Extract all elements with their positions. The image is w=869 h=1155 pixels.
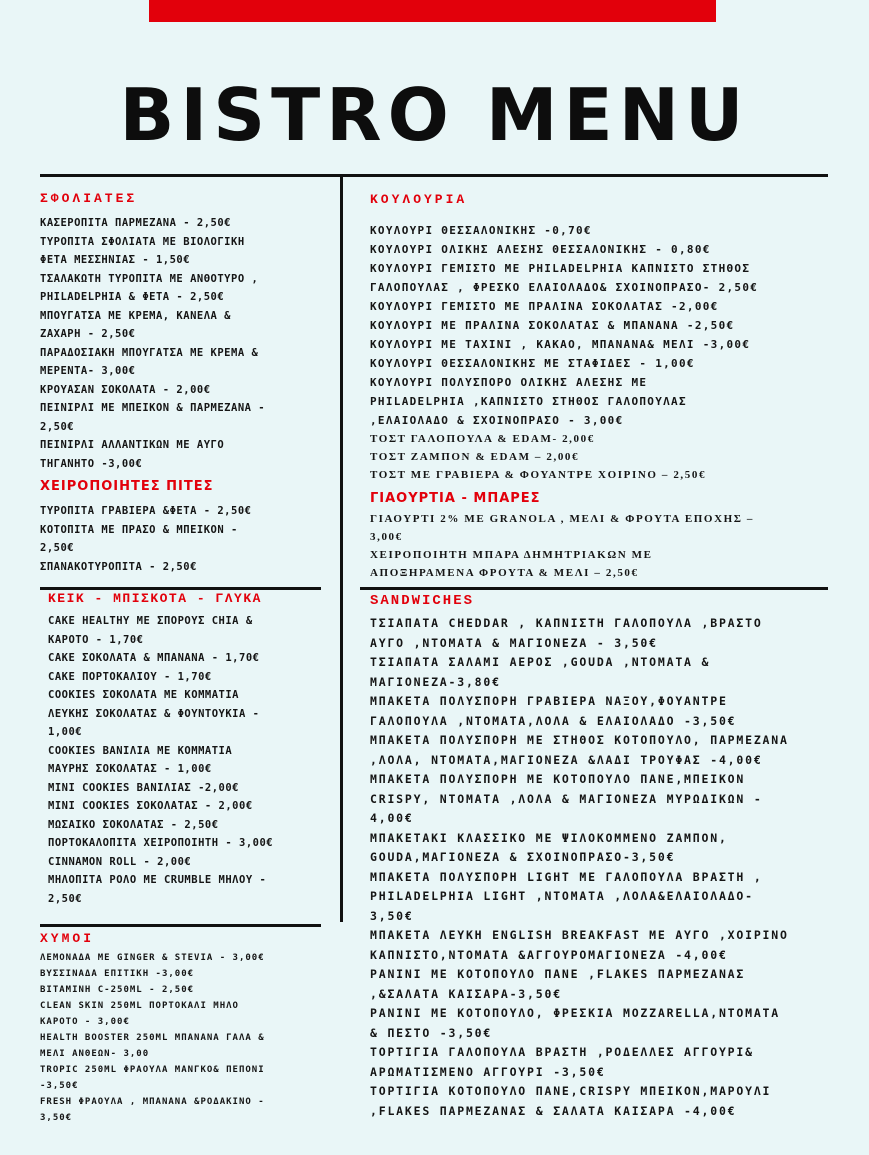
menu-item: ΠΕΙΝΙΡΛΙ ΜΕ ΜΠΕΙΚΟΝ & ΠΑΡΜΕΖΑΝΑ - 2,50€	[40, 402, 266, 433]
menu-item: ΤΣΑΛΑΚΩΤΗ ΤΥΡΟΠΙΤΑ ΜΕ ΑΝΘΟΤΥΡΟ , PHILADELPHIA & ΦΕΤΑ - 2,50€	[40, 272, 259, 303]
menu-item: ΜΠΑΚΕΤΑ ΠΟΛΥΣΠΟΡΗ ΜΕ ΣΤΗΘΟΣ ΚΟΤΟΠΟΥΛΟ, ΠΑΡΜΕΖΑΝΑ ,ΛΟΛΑ, ΝΤΟΜΑΤΑ,ΜΑΓΙΟΝΕΖΑ &ΛΑΔΙ ΤΡΟΥΦΑΣ -4,00€	[370, 733, 789, 767]
menu-item: ΤΣΙΑΠΑΤΑ CHEDDAR , ΚΑΠΝΙΣΤΗ ΓΑΛΟΠΟΥΛΑ ,ΒΡΑΣΤΟ ΑΥΓΟ ,ΝΤΟΜΑΤΑ & ΜΑΓΙΟΝΕΖΑ - 3,50€	[370, 616, 763, 650]
top-red-bar	[149, 0, 716, 22]
menu-item: ΠΕΙΝΙΡΛΙ ΑΛΛΑΝΤΙΚΩΝ ΜΕ ΑΥΓΟ ΤΗΓΑΝΗΤΟ -3,00€	[40, 439, 225, 470]
menu-item: ΚΟΥΛΟΥΡΙ ΓΕΜΙΣΤΟ ΜΕ ΠΡΑΛΙΝΑ ΣΟΚΟΛΑΤΑΣ -2,00€	[370, 300, 719, 313]
heading-giaourtia: ΓΙΑΟΥΡΤΙΑ - ΜΠΑΡΕΣ	[370, 491, 541, 506]
section-sandwiches	[370, 593, 840, 1121]
menu-item: FRESH ΦΡΑΟΥΛΑ , ΜΠΑΝΑΝΑ &ΡΟΔΑΚΙΝΟ - 3,50€	[40, 1097, 265, 1123]
menu-item: PANINI ΜΕ ΚΟΤΟΠΟΥΛΟ, ΦΡΕΣΚΙΑ MOZZARELLA,ΝΤΟΜΑΤΑ & ΠΕΣΤΟ -3,50€	[370, 1006, 781, 1040]
menu-item: ΣΠΑΝΑΚΟΤΥΡΟΠΙΤΑ - 2,50€	[40, 560, 197, 573]
section-koulouria	[370, 192, 840, 484]
divider-center	[340, 174, 343, 922]
menu-item: ΜΠΑΚΕΤΑ ΠΟΛΥΣΠΟΡΗ ΓΡΑΒΙΕΡΑ ΝΑΞΟΥ,ΦΟΥΑΝΤΡΕ ΓΑΛΟΠΟΥΛΑ ,ΝΤΟΜΑΤΑ,ΛΟΛΑ & ΕΛΑΙΟΛΑΔΟ -3,50€	[370, 694, 737, 728]
menu-item: CAKE ΠΟΡΤΟΚΑΛΙΟΥ - 1,70€	[48, 670, 212, 683]
section-keik	[48, 591, 333, 908]
menu-item: CAKE ΣΟΚΟΛΑΤΑ & ΜΠΑΝΑΝΑ - 1,70€	[48, 652, 260, 664]
menu-item: CLEAN SKIN 250ML ΠΟΡΤΟΚΑΛΙ ΜΗΛΟ ΚΑΡΟΤΟ - 3,00€	[40, 1001, 239, 1027]
menu-item: ΤΟΣΤ ΓΑΛΟΠΟΥΛΑ & EDAM- 2,00€	[370, 433, 595, 445]
menu-item: ΚΟΥΛΟΥΡΙ ΜΕ ΠΡΑΛΙΝΑ ΣΟΚΟΛΑΤΑΣ & ΜΠΑΝΑΝΑ -2,50€	[370, 319, 735, 332]
heading-keik: ΚΕΙΚ - ΜΠΙΣΚΟΤΑ - ΓΛΥΚΑ	[48, 591, 262, 606]
menu-item: ΚΟΤΟΠΙΤΑ ΜΕ ΠΡΑΣΟ & ΜΠΕΙΚΟΝ - 2,50€	[40, 523, 238, 554]
menu-item: ΜΩΣΑΙΚΟ ΣΟΚΟΛΑΤΑΣ - 2,50€	[48, 818, 219, 831]
menu-item: ΜΗΛΟΠΙΤΑ ΡΟΛΟ ΜΕ CRUMBLE ΜΗΛΟΥ - 2,50€	[48, 874, 267, 905]
divider-left-low	[40, 924, 321, 927]
menu-item: CAKE HEALTHY ΜΕ ΣΠΟΡΟΥΣ CHIA & ΚΑΡΟΤΟ - 1,70€	[48, 615, 253, 646]
menu-item: MINI COOKIES ΒΑΝΙΛΙΑΣ -2,00€	[48, 781, 240, 794]
menu-item: ΒΙΤΑΜΙΝΗ C-250ML - 2,50€	[40, 985, 195, 995]
menu-item: PANINI ΜΕ ΚΟΤΟΠΟΥΛΟ ΠΑΝΕ ,FLAKES ΠΑΡΜΕΖΑΝΑΣ ,&ΣΑΛΑΤΑ ΚΑΙΣΑΡΑ-3,50€	[370, 967, 746, 1001]
heading-sandwiches: SANDWICHES	[370, 593, 475, 609]
menu-item: ΚΟΥΛΟΥΡΙ ΘΕΣΣΑΛΟΝΙΚΗΣ -0,70€	[370, 224, 592, 237]
divider-right-mid	[360, 587, 828, 590]
menu-item: ΠΟΡΤΟΚΑΛΟΠΙΤΑ ΧΕΙΡΟΠΟΙΗΤΗ - 3,00€	[48, 837, 274, 849]
section-sfoliates	[40, 191, 335, 576]
menu-item: ΠΑΡΑΔΟΣΙΑΚΗ ΜΠΟΥΓΑΤΣΑ ΜΕ ΚΡΕΜΑ & ΜΕΡΕΝΤΑ- 3,00€	[40, 346, 259, 377]
menu-item: ΜΠΑΚΕΤΑ ΠΟΛΥΣΠΟΡΗ ΜΕ ΚΟΤΟΠΟΥΛΟ ΠΑΝΕ,ΜΠΕΙΚΟΝ CRISPY, ΝΤΟΜΑΤΑ ,ΛΟΛΑ & ΜΑΓΙΟΝΕΖΑ ΜΥΡΩΔΙΚΩΝ - 4,00€	[370, 772, 763, 825]
menu-item: ΒΥΣΣΙΝΑΔΑ ΕΠΙΤΙΚΗ -3,00€	[40, 969, 195, 979]
menu-item: ΤΥΡΟΠΙΤΑ ΓΡΑΒΙΕΡΑ &ΦΕΤΑ - 2,50€	[40, 505, 252, 517]
menu-item: ΚΟΥΛΟΥΡΙ ΜΕ ΤΑΧΙΝΙ , ΚΑΚΑΟ, ΜΠΑΝΑΝΑ& ΜΕΛΙ -3,00€	[370, 338, 751, 351]
menu-item: ΤΥΡΟΠΙΤΑ ΣΦΟΛΙΑΤΑ ΜΕ ΒΙΟΛΟΓΙΚΗ ΦΕΤΑ ΜΕΣΣΗΝΙΑΣ - 1,50€	[40, 235, 245, 266]
menu-item: ΜΠΟΥΓΑΤΣΑ ΜΕ ΚΡΕΜΑ, ΚΑΝΕΛΑ & ΖΑΧΑΡΗ - 2,50€	[40, 309, 232, 340]
heading-pites: ΧΕΙΡΟΠΟΙΗΤΕΣ ΠΙΤΕΣ	[40, 479, 214, 494]
menu-item: ΤΟΡΤΙΓΙΑ ΓΑΛΟΠΟΥΛΑ ΒΡΑΣΤΗ ,ΡΟΔΕΛΛΕΣ ΑΓΓΟΥΡΙ& ΑΡΩΜΑΤΙΣΜΕΝΟ ΑΓΓΟΥΡΙ -3,50€	[370, 1045, 754, 1079]
menu-item: ΜΠΑΚΕΤΑ ΠΟΛΥΣΠΟΡΗ LIGHT ΜΕ ΓΑΛΟΠΟΥΛΑ ΒΡΑΣΤΗ , PHILADELPHIA LIGHT ,ΝΤΟΜΑΤΑ ,ΛΟΛΑ&ΕΛΑΙΟΛΑΔΟ- 3,50€	[370, 869, 763, 923]
menu-item: COOKIES ΒΑΝΙΛΙΑ ΜΕ ΚΟΜΜΑΤΙΑ ΜΑΥΡΗΣ ΣΟΚΟΛΑΤΑΣ - 1,00€	[48, 744, 233, 775]
menu-item: CINNAMON ROLL - 2,00€	[48, 855, 192, 868]
menu-item: ΤΟΡΤΙΓΙΑ ΚΟΤΟΠΟΥΛΟ ΠΑΝΕ,CRISPY ΜΠΕΙΚΟΝ,ΜΑΡΟΥΛΙ ,FLAKES ΠΑΡΜΕΖΑΝΑΣ & ΣΑΛΑΤΑ ΚΑΙΣΑΡΑ -4,00€	[370, 1084, 772, 1118]
divider-left-mid	[40, 587, 321, 590]
menu-item: COOKIES ΣΟΚΟΛΑΤΑ ΜΕ ΚΟΜΜΑΤΙΑ ΛΕΥΚΗΣ ΣΟΚΟΛΑΤΑΣ & ΦΟΥΝΤΟΥΚΙΑ - 1,00€	[48, 689, 260, 738]
section-xymoi	[40, 931, 335, 1126]
menu-item: ΚΡΟΥΑΣΑΝ ΣΟΚΟΛΑΤΑ - 2,00€	[40, 383, 211, 396]
menu-item: ΚΑΣΕΡΟΠΙΤΑ ΠΑΡΜΕΖΑΝΑ - 2,50€	[40, 217, 232, 229]
menu-item: ΚΟΥΛΟΥΡΙ ΓΕΜΙΣΤΟ ΜΕ PHILADELPHIA ΚΑΠΝΙΣΤΟ ΣΤΗΘΟΣ ΓΑΛΟΠΟΥΛΑΣ , ΦΡΕΣΚΟ ΕΛΑΙΟΛΑΔΟ& ΣΧΟΙΝΟΠΡΑΣΟ- 2,50€	[370, 262, 759, 294]
heading-koulouria: ΚΟΥΛΟΥΡΙΑ	[370, 192, 468, 207]
menu-item: ΛΕΜΟΝΑΔΑ ΜΕ GINGER & STEVIA - 3,00€	[40, 953, 265, 963]
menu-item: MINI COOKIES ΣΟΚΟΛΑΤΑΣ - 2,00€	[48, 800, 253, 812]
page-title: BISTRO MENU	[119, 73, 750, 157]
menu-item: ΓΙΑΟΥΡΤΙ 2% ΜΕ GRANOLA , ΜΕΛΙ & ΦΡΟΥΤΑ ΕΠΟΧΗΣ – 3,00€	[370, 513, 755, 543]
menu-item: ΜΠΑΚΕΤΑΚΙ ΚΛΑΣΣΙΚΟ ΜΕ ΨΙΛΟΚΟΜΜΕΝΟ ΖΑΜΠΟΝ, GOUDA,ΜΑΓΙΟΝΕΖΑ & ΣΧΟΙΝΟΠΡΑΣΟ-3,50€	[370, 830, 728, 864]
menu-item: TROPIC 250ML ΦΡΑΟΥΛΑ ΜΑΝΓΚΟ& ΠΕΠΟΝΙ -3,50€	[40, 1065, 265, 1091]
menu-item: ΚΟΥΛΟΥΡΙ ΠΟΛΥΣΠΟΡΟ ΟΛΙΚΗΣ ΑΛΕΣΗΣ ΜΕ PHILADELPHIA ,ΚΑΠΝΙΣΤΟ ΣΤΗΘΟΣ ΓΑΛΟΠΟΥΛΑΣ ,ΕΛΑΙΟΛΑΔΟ & ΣΧΟΙΝΟΠΡΑΣΟ - 3,00€	[370, 376, 687, 427]
menu-item: ΤΟΣΤ ΜΕ ΓΡΑΒΙΕΡΑ & ΦΟΥΑΝΤΡΕ ΧΟΙΡΙΝΟ – 2,50€	[370, 469, 707, 481]
menu-item: ΜΠΑΚΕΤΑ ΛΕΥΚΗ ENGLISH BREAKFAST ΜΕ ΑΥΓΟ ,ΧΟΙΡΙΝΟ ΚΑΠΝΙΣΤΟ,ΝΤΟΜΑΤΑ &ΑΓΓΟΥΡΟΜΑΓΙΟΝΕΖΑ -4,00€	[370, 928, 789, 962]
heading-xymoi: ΧΥΜΟΙ	[40, 931, 95, 946]
menu-item: ΤΟΣΤ ΖΑΜΠΟΝ & EDAM – 2,00€	[370, 451, 580, 463]
section-giaourtia	[370, 491, 840, 582]
menu-item: ΚΟΥΛΟΥΡΙ ΘΕΣΣΑΛΟΝΙΚΗΣ ΜΕ ΣΤΑΦΙΔΕΣ - 1,00€	[370, 357, 695, 370]
menu-item: HEALTH BOOSTER 250ML ΜΠΑΝΑΝΑ ΓΑΛΑ & ΜΕΛΙ ΑΝΘΕΩΝ- 3,00	[40, 1033, 265, 1059]
heading-sfoliates: ΣΦΟΛΙΑΤΕΣ	[40, 191, 138, 206]
menu-item: ΧΕΙΡΟΠΟΙΗΤΗ ΜΠΑΡΑ ΔΗΜΗΤΡΙΑΚΩΝ ΜΕ ΑΠΟΞΗΡΑΜΕΝΑ ΦΡΟΥΤΑ & ΜΕΛΙ – 2,50€	[370, 549, 653, 579]
menu-item: ΤΣΙΑΠΑΤΑ ΣΑΛΑΜΙ ΑΕΡΟΣ ,GOUDA ,ΝΤΟΜΑΤΑ & ΜΑΓΙΟΝΕΖΑ-3,80€	[370, 655, 711, 689]
divider-top	[40, 174, 828, 177]
menu-item: ΚΟΥΛΟΥΡΙ ΟΛΙΚΗΣ ΑΛΕΣΗΣ ΘΕΣΣΑΛΟΝΙΚΗΣ - 0,80€	[370, 243, 711, 256]
